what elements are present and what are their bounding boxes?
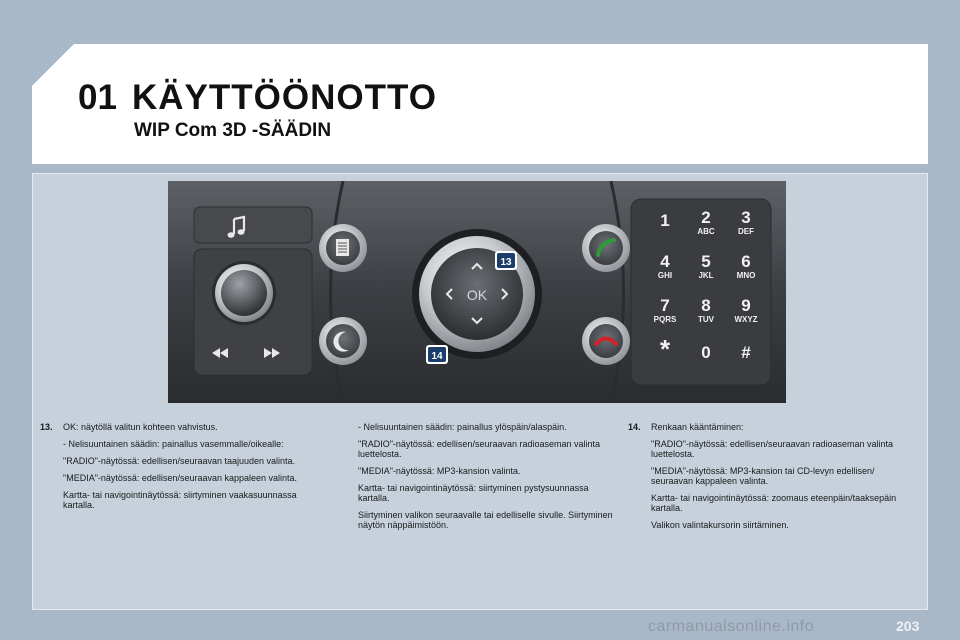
key-digit: 6 [741, 252, 751, 271]
page-subtitle: WIP Com 3D -SÄÄDIN [134, 120, 332, 141]
watermark: carmanualsonline.info [648, 618, 815, 635]
paragraph: Valikon valintakursorin siirtäminen. [651, 520, 789, 530]
callout-13 [495, 251, 517, 270]
key-digit: 0 [701, 343, 711, 362]
key-digit: 3 [741, 208, 751, 227]
ok-label: OK [466, 287, 488, 303]
paragraph: Kartta- tai navigointinäytössä: siirtyminen vaakasuunnassa kartalla. [63, 490, 297, 510]
page-number: 203 [896, 618, 920, 634]
list-icon [336, 239, 349, 256]
paragraph: "MEDIA"-näytössä: MP3-kansion tai CD-levyn edellisen/ seuraavan kappaleen valinta. [651, 466, 875, 486]
paragraph: "RADIO"-näytössä: edellisen/seuraavan radioaseman valinta luettelosta. [651, 439, 894, 459]
key-digit: 2 [701, 208, 711, 227]
key-letters: DEF [738, 227, 754, 236]
item-number-14: 14. [628, 422, 641, 432]
key-digit: 4 [660, 252, 670, 271]
paragraph: Renkaan kääntäminen: [651, 422, 744, 432]
key-letters: WXYZ [734, 315, 758, 324]
key-letters: PQRS [653, 315, 677, 324]
wip-com-console-illustration [168, 181, 786, 403]
paragraph: "MEDIA"-näytössä: edellisen/seuraavan kappaleen valinta. [63, 473, 298, 483]
keypad-key-star [660, 334, 671, 364]
column-item-13 [40, 422, 325, 517]
column-item-14 [628, 422, 914, 537]
key-letters: ABC [697, 227, 715, 236]
key-letters: JKL [698, 271, 714, 280]
keypad-key-hash [741, 343, 751, 362]
keypad-key-1 [660, 211, 669, 230]
keypad-key-0 [701, 343, 710, 362]
svg-text:13: 13 [500, 257, 512, 268]
key-digit: 1 [660, 211, 670, 230]
paragraph: "RADIO"-näytössä: edellisen/seuraavan taajuuden valinta. [63, 456, 296, 466]
key-digit: # [741, 343, 751, 362]
key-letters: MNO [736, 271, 756, 280]
item-number-13: 13. [40, 422, 53, 432]
paragraph: Siirtyminen valikon seuraavalle tai edelliselle sivulle. Siirtyminen näytön näppäimistöön. [358, 510, 613, 530]
key-digit: 8 [701, 296, 711, 315]
key-letters: TUV [698, 315, 714, 324]
paragraph: "RADIO"-näytössä: edellisen/seuraavan radioaseman valinta luettelosta. [358, 439, 601, 459]
svg-text:14: 14 [431, 351, 443, 362]
paragraph: "MEDIA"-näytössä: MP3-kansion valinta. [358, 466, 521, 476]
key-digit: 9 [741, 296, 751, 315]
chapter-number: 01 [78, 78, 117, 117]
paragraph: Kartta- tai navigointinäytössä: siirtyminen pystysuunnassa kartalla. [358, 483, 589, 503]
key-digit: 7 [660, 296, 670, 315]
callout-14 [426, 345, 448, 364]
paragraph: - Nelisuuntainen säädin: painallus ylöspäin/alaspäin. [358, 422, 567, 432]
column-middle [358, 422, 620, 537]
paragraph: - Nelisuuntainen säädin: painallus vasemmalle/oikealle: [63, 439, 284, 449]
key-digit: 5 [701, 252, 711, 271]
key-letters: GHI [657, 271, 673, 280]
paragraph: OK: näytöllä valitun kohteen vahvistus. [63, 422, 218, 432]
key-digit: * [659, 334, 671, 364]
paragraph: Kartta- tai navigointinäytössä: zoomaus eteenpäin/taaksepäin kartalla. [651, 493, 897, 513]
page-title: KÄYTTÖÖNOTTO [132, 78, 437, 117]
